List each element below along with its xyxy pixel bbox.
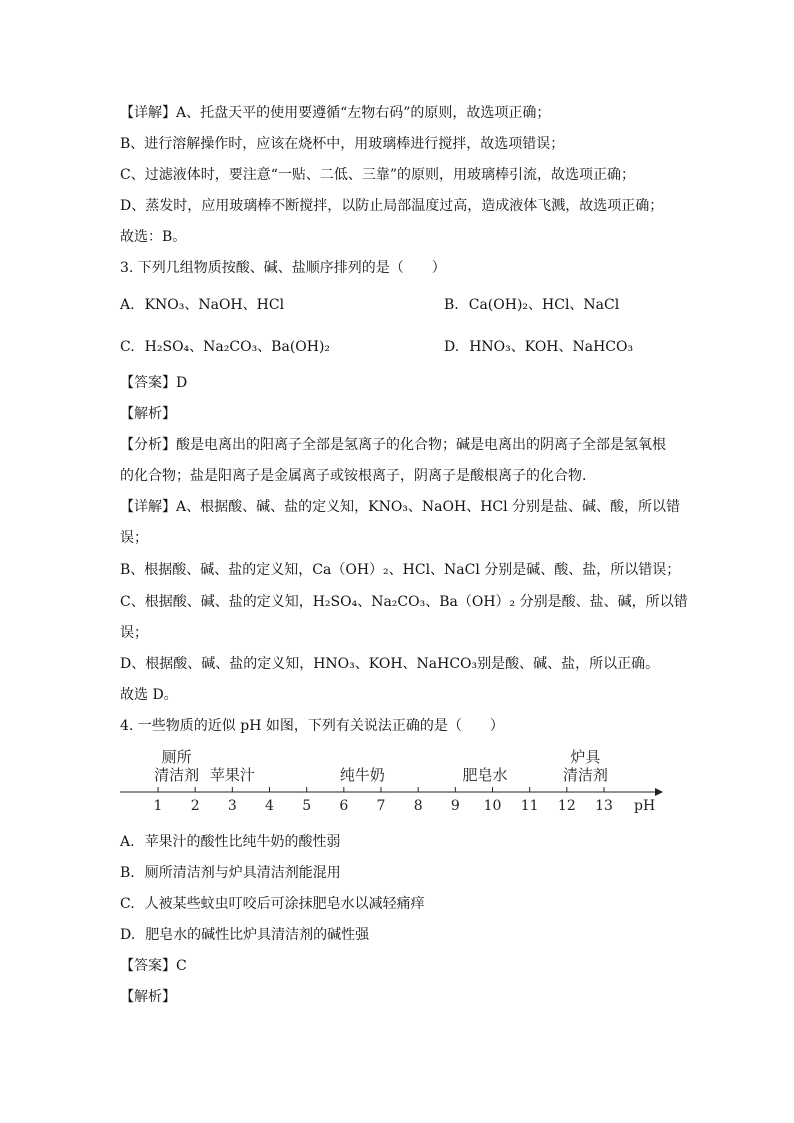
ph-tick-label: 3 [227,798,237,814]
option-label: D. [444,339,460,355]
ph-tick-label: 12 [557,798,576,814]
substance-label: 苹果汁 [209,766,255,784]
q2-detail-c: C、过滤液体时，要注意“一贴、二低、三靠”的原则，用玻璃棒引流，故选项正确； [120,167,636,183]
q4-analysis-title: 【解析】 [120,989,176,1005]
q3-detail-d: D、根据酸、碱、盐的定义知，HNO₃、KOH、NaHCO₃别是酸、碱、盐，所以正确。 [120,656,660,672]
q2-detail-a: 【详解】A、托盘天平的使用要遵循“左物右码”的原则，故选项正确； [120,105,551,121]
option-label: A. [120,297,135,313]
option-text: HNO₃、KOH、NaHCO₃ [469,339,634,355]
option-label: D. [120,927,136,943]
ph-tick-label: 10 [483,798,502,814]
q3-analysis-line-2: 的化合物；盐是阳离子是金属离子或铵根离子，阴离子是酸根离子的化合物. [120,468,587,484]
substance-labels [154,748,608,784]
option-text: 厕所清洁剂与炉具清洁剂能混用 [144,865,341,881]
substance-label-line1: 厕所 [161,748,192,766]
q4-option-a [120,833,341,851]
option-text: Ca(OH)₂、HCl、NaCl [468,297,620,313]
q3-detail-a-line-1: 【详解】A、根据酸、碱、盐的定义知，KNO₃、NaOH、HCl 分别是盐、碱、酸，所以错 [120,499,681,515]
ph-tick-label: 1 [153,798,163,814]
substance-label: 肥皂水 [462,766,508,784]
q3-option-a [120,296,284,314]
q3-detail-b: B、根据酸、碱、盐的定义知，Ca（OH）₂、HCl、NaCl 分别是碱、酸、盐，所以错误； [120,562,681,578]
option-label: A. [120,834,135,850]
substance-label: 纯牛奶 [339,766,385,784]
q3-stem: 3. 下列几组物质按酸、碱、盐顺序排列的是（ ） [120,260,446,276]
option-text: 肥皂水的碱性比炉具清洁剂的碱性强 [145,927,370,943]
ph-ticks [154,787,613,814]
q3-choice: 故选 D。 [120,687,178,703]
ph-scale-chart [110,742,670,822]
q3-analysis-title: 【解析】 [120,406,176,422]
q3-analysis-line-1: 【分析】酸是电离出的阳离子全部是氢离子的化合物；碱是电离出的阴离子全部是氢氧根 [120,437,666,453]
ph-tick-label: 5 [302,798,312,814]
q4-option-c [120,895,425,913]
ph-axis-arrow [655,788,663,796]
option-text: KNO₃、NaOH、HCl [144,297,285,313]
ph-tick-label: 9 [450,798,460,814]
q4-stem: 4. 一些物质的近似 pH 如图，下列有关说法正确的是（ ） [120,718,504,734]
ph-tick-label: 2 [190,798,200,814]
q2-choice: 故选：B。 [120,229,187,245]
ph-axis-label: pH [634,798,656,814]
option-text: 苹果汁的酸性比纯牛奶的酸性弱 [144,834,341,850]
q4-option-b [120,864,341,882]
q4-answer: 【答案】C [120,958,187,974]
option-label: C. [120,896,135,912]
q3-option-d [444,338,633,356]
q4-option-d [120,926,369,944]
q3-option-c [120,338,330,356]
ph-tick-label: 7 [376,798,386,814]
option-text: H₂SO₄、Na₂CO₃、Ba(OH)₂ [144,339,331,355]
q3-detail-c-line-1: C、根据酸、碱、盐的定义知，H₂SO₄、Na₂CO₃、Ba（OH）₂ 分别是酸、盐、碱，所以错 [120,594,688,610]
q3-option-b [444,296,619,314]
q3-detail-c-line-2: 误； [120,625,148,641]
option-text: 人被某些蚊虫叮咬后可涂抹肥皂水以减轻痛痒 [144,896,425,912]
q2-detail-d: D、蒸发时，应用玻璃棒不断搅拌，以防止局部温度过高，造成液体飞溅，故选项正确； [120,198,664,214]
option-label: B. [444,297,459,313]
q3-answer: 【答案】D [120,375,188,391]
substance-label: 清洁剂 [562,766,608,784]
substance-label: 清洁剂 [154,766,200,784]
option-label: B. [120,865,135,881]
ph-tick-label: 11 [520,798,539,814]
q2-detail-b: B、进行溶解操作时，应该在烧杯中，用玻璃棒进行搅拌，故选项错误； [120,136,565,152]
ph-tick-label: 6 [339,798,349,814]
ph-tick-label: 13 [595,798,613,814]
ph-tick-label: 8 [413,798,423,814]
option-label: C. [120,339,135,355]
q3-detail-a-line-2: 误； [120,530,148,546]
substance-label-line1: 炉具 [570,748,601,766]
ph-tick-label: 4 [265,798,274,814]
